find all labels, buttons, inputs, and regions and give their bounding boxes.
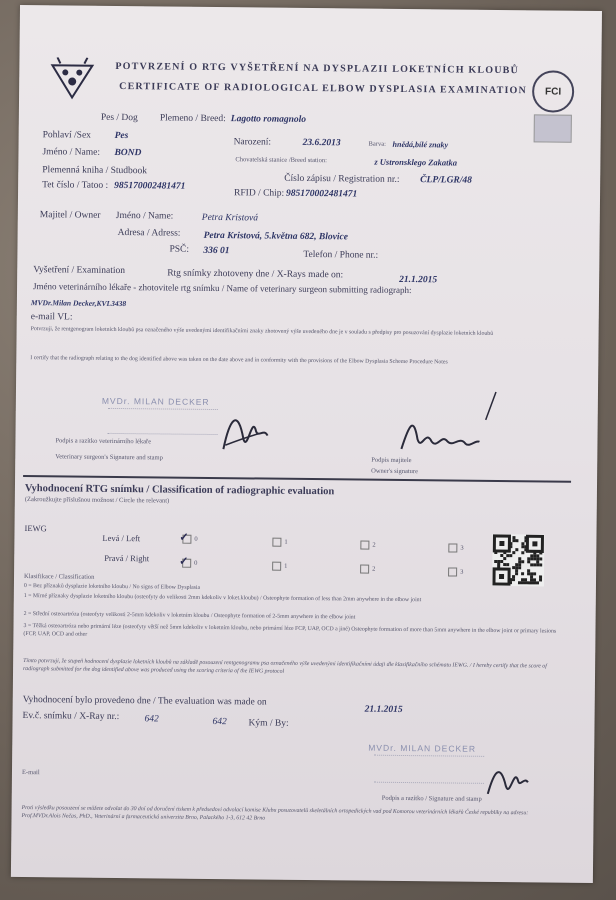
name-value: BOND <box>114 147 142 159</box>
certify-text: Tímto potvrzuji, že stupeň hodnocení dysplazie loketních kloubů na základě posouzení rentgenogramu psa označeného výše uvedenými identifikačními údaji dle klasifikačního schématu IEWG. / I hereby certify that the score of radiograph submitted for the dog identified above was produced using the scoring criteria of the IEWG protocol <box>23 658 547 675</box>
right-label: Pravá / Right <box>104 552 150 564</box>
reg-value: ČLP/LGR/48 <box>420 175 472 186</box>
address-label: Adresa / Adress: <box>117 227 181 239</box>
left-grade-1[interactable] <box>272 538 287 547</box>
left-label: Levá / Left <box>102 532 141 544</box>
sex-label: Pohlaví /Sex <box>42 130 91 141</box>
phone-label: Telefon / Phone nr.: <box>303 249 379 261</box>
email-vl-label: e-mail VL: <box>30 312 73 323</box>
left-grade-3[interactable] <box>448 543 463 552</box>
right-grade-1-text: 1 <box>284 562 288 570</box>
right-grade-1[interactable] <box>272 562 287 571</box>
fci-logo-text: FCI <box>545 85 562 98</box>
xray-nr-value-1: 642 <box>144 714 159 725</box>
by-label: Kým / By: <box>248 718 289 729</box>
left-grade-0-text: 0 <box>194 535 198 543</box>
certificate-paper <box>11 5 602 883</box>
owner-label: Majitel / Owner <box>39 210 101 221</box>
sig-owner-label-cz: Podpis majitele <box>371 456 412 465</box>
pes-label: Pes / Dog <box>100 112 138 124</box>
right-grade-0-text: 0 <box>194 559 198 567</box>
born-label: Narození: <box>233 137 272 148</box>
left-grade-0-check-icon: ✓ <box>179 531 189 544</box>
class-1: 1 = Mírné příznaky dysplazie loketního kloubu (osteofyty do velikosti 2mm kdekoliv v loket.kloubu) / Osteophyte formation of less than 2mm anywhere in the elbow joint <box>23 593 422 604</box>
xray-nr-value-2: 642 <box>212 717 227 728</box>
chip-value: 985170002481471 <box>286 188 358 200</box>
right-grade-3[interactable] <box>448 567 463 576</box>
class-0: 0 = Bez příznaků dysplazie loketního kloubu / No signs of Elbow Dysplasia <box>23 583 201 591</box>
title-cz: POTVRZENÍ O RTG VYŠETŘENÍ NA DYSPLAZII LOKETNÍCH KLOUBŮ <box>115 60 520 77</box>
eval-stamp-lines <box>374 755 484 784</box>
evaluation-subtitle: (Zakroužkujte příslušnou možnost / Circle the relevant) <box>24 496 170 505</box>
club-logo-icon <box>49 57 95 101</box>
owner-name-value: Petra Kristová <box>201 212 259 224</box>
vet-signature-icon <box>215 399 276 460</box>
eval-sig-label: Podpis a razítko / Signature and stamp <box>381 794 482 803</box>
evaluation-date-label: Vyhodnocení bylo provedeno dne / The evaluation was made on <box>22 695 267 708</box>
colour-label: Barva: <box>368 140 386 148</box>
fci-logo <box>532 70 574 112</box>
left-grade-1-text: 1 <box>284 538 288 546</box>
right-grade-3-text: 3 <box>460 568 464 576</box>
classification-title: Klasifikace / Classification <box>23 573 95 581</box>
statement-cz: Potvrzuji, že rentgenogram loketních kloubů psa označeného výše uvedenými identifikačními znaky zhotovený výše uvedeného dne je v souladu s předpisy pro posuzování dysplazie loketních kloubů <box>30 326 494 337</box>
eval-stamp-name: MVDr. MILAN DECKER <box>368 742 477 754</box>
exam-label: Vyšetření / Examination <box>33 265 126 277</box>
eval-email-label: E-mail <box>21 769 40 777</box>
evaluation-date-value: 21.1.2015 <box>364 704 403 715</box>
qr-code-icon <box>492 534 545 587</box>
footer-text: Proti výsledku posouzení se můžete odvolat do 30 dní od doručení tiskem k předsedovi odvolací komise Klubu posuzovatelů skeletálních ortopedických vad pod Komorou veterinárních lékařů České republiky na adresu: Prof.MVDr.Alois Nečas, PhD., Veterinární a farmaceutická univerzita Brno, Palackého 1-3, 612 42 Brno <box>21 805 529 822</box>
left-grade-2-text: 2 <box>372 541 376 549</box>
logo-box-icon <box>534 114 572 142</box>
owner-name-label: Jméno / Name: <box>115 210 174 222</box>
psc-label: PSČ: <box>169 244 190 255</box>
right-grade-2[interactable] <box>360 565 375 574</box>
right-grade-0-check-icon: ✓ <box>179 555 189 568</box>
sig-vet-label-en: Veterinary surgeon's Signature and stamp <box>55 453 163 462</box>
class-2: 2 = Střední osteoartróza (osteofyty velikosti 2-5mm kdekoliv v loketním kloubu / Osteophyte formation of 2-5mm anywhere in the elbow joint <box>23 611 356 621</box>
breed-value: Lagotto romagnolo <box>230 114 307 125</box>
vet-stamp-lines <box>108 408 218 435</box>
born-value: 23.6.2013 <box>302 137 341 149</box>
tattoo-value: 985170002481471 <box>114 180 186 192</box>
vet-label: Jméno veterinárního lékaře - zhotovitele rtg snímku / Name of veterinary surgeon submitting radiograph: <box>33 281 412 296</box>
chip-label: RFID / Chip: <box>234 188 285 199</box>
owner-signature-icon <box>395 389 506 460</box>
vet-value: MVDr.Milan Decker,KVL3438 <box>30 298 127 309</box>
sig-owner-label-en: Owner's signature <box>371 467 419 476</box>
iewg-label: IEWG <box>24 523 47 534</box>
psc-value: 336 01 <box>203 245 230 257</box>
left-grade-3-text: 3 <box>460 544 464 552</box>
evaluation-title: Vyhodnocení RTG snímku / Classification of radiographic evaluation <box>24 483 335 498</box>
left-grade-2[interactable] <box>360 541 375 550</box>
kennel-value: z Ustronsklego Zakatka <box>374 156 458 168</box>
colour-value: hnědá,bílé znaky <box>392 139 449 150</box>
xray-value: 21.1.2015 <box>399 274 438 286</box>
sex-value: Pes <box>114 130 129 142</box>
tattoo-label: Tet číslo / Tatoo : <box>42 180 109 191</box>
eval-signature-icon <box>482 754 532 801</box>
xray-nr-label: Ev.č. snímku / X-Ray nr.: <box>22 711 120 723</box>
statement-en: I certify that the radiograph relating to the dog identified above was taken on the date above and in conformity with the provisions of the Elbow Dysplasia Scheme Procedure Notes <box>30 355 448 366</box>
kennel-label: Chovatelská stanice /Breed station: <box>235 156 327 165</box>
address-value: Petra Kristová, 5.května 682, Blovice <box>203 230 348 243</box>
xray-label: Rtg snímky zhotoveny dne / X-Rays made on: <box>167 268 344 281</box>
breed-label: Plemeno / Breed: <box>159 113 226 125</box>
title-en: CERTIFICATE OF RADIOLOGICAL ELBOW DYSPLASIA EXAMINATION <box>119 80 528 97</box>
sig-vet-label-cz: Podpis a razítko veterinárního lékaře <box>55 437 152 446</box>
section-divider <box>23 475 571 483</box>
vet-stamp-name: MVDr. MILAN DECKER <box>101 395 210 407</box>
reg-label: Číslo zápisu / Registration nr.: <box>284 173 400 185</box>
studbook-label: Plemenná kniha / Studbook <box>42 165 148 177</box>
class-3: 3 = Těžká osteoartróza nebo primární léze (osteofyty větší než 5mm kdekoliv v loketním kloubu, nebo primární léze FCP, UAP, OCD a jiné) Osteophyte formation of more than 5mm anywhere in the elbow joint or primary lesions (FCP, UAP, OCD and other <box>23 623 557 638</box>
name-label: Jméno / Name: <box>42 147 101 158</box>
right-grade-2-text: 2 <box>372 565 376 573</box>
